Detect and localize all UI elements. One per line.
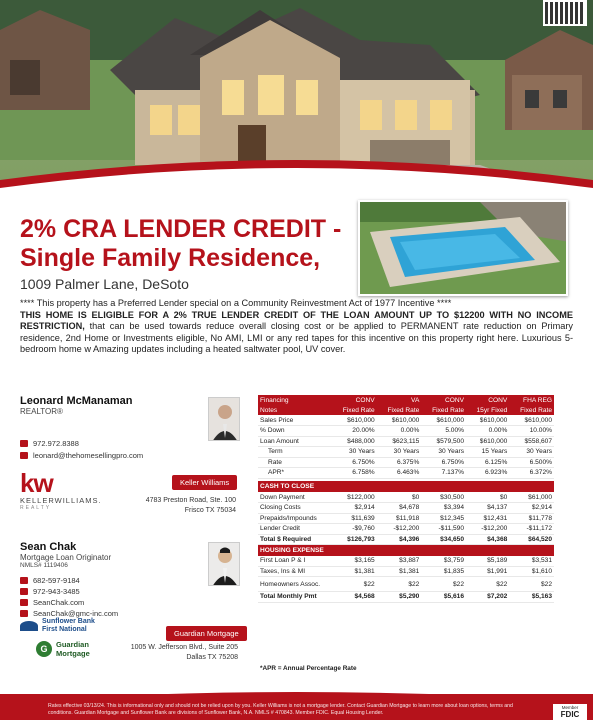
lender-role: Mortgage Loan Originator [20, 553, 112, 562]
desc-bold: THIS HOME IS ELIGIBLE FOR A 2% TRUE LENDER CREDIT OF THE LOAN AMOUNT UP TO $12200 WITH NO INCOME RESTRICTION, [20, 309, 573, 332]
email-icon [20, 452, 28, 459]
row-value: 10.00% [509, 426, 554, 437]
agent-role: REALTOR® [20, 407, 63, 416]
agent-phone-row[interactable] [20, 439, 143, 448]
brokerage-address-line2: Frisco TX 75034 [184, 507, 236, 514]
row-value: 7.137% [421, 468, 466, 479]
row-value: -$12,200 [466, 524, 509, 535]
row-label: Taxes, Ins & MI [258, 566, 332, 577]
sunflower-icon [20, 621, 38, 631]
agent-email-row[interactable] [20, 451, 143, 460]
row-value: $22 [332, 577, 377, 592]
lender-web: SeanChak.com [33, 598, 85, 607]
fdic-text: FDIC [560, 710, 580, 719]
table-row [258, 592, 554, 603]
row-value: $610,000 [377, 415, 422, 426]
row-label: Term [258, 447, 332, 458]
row-value: $610,000 [332, 415, 377, 426]
row-value: $2,914 [332, 503, 377, 514]
property-address: 1009 Palmer Lane, DeSoto [20, 276, 189, 292]
row-label: % Down [258, 426, 332, 437]
listing-description [20, 298, 573, 356]
bank-line1: Sunflower Bank [42, 618, 95, 625]
row-value: $22 [466, 577, 509, 592]
row-label: Total Monthly Pmt [258, 592, 332, 603]
row-value: $11,778 [509, 513, 554, 524]
row-label: First Loan P & I [258, 556, 332, 567]
guardian-g-icon: G [36, 641, 52, 657]
kw-mark: kw [20, 468, 53, 498]
table-row [258, 577, 554, 592]
row-label: Sales Price [258, 415, 332, 426]
kw-realty: REALTY [20, 505, 52, 511]
kw-wordmark: KELLERWILLIAMS. [20, 496, 102, 505]
section-title: HOUSING EXPENSE [258, 545, 554, 556]
lender-company-badge: Guardian Mortgage [166, 626, 247, 641]
row-value: $30,500 [421, 492, 466, 503]
row-value: $0 [466, 492, 509, 503]
fdic-badge [553, 704, 587, 720]
desc-intro: **** This property has a Preferred Lender special on a Community Reinvestment Act of 1977 Incentive **** [20, 298, 452, 308]
row-value: 6.750% [421, 457, 466, 468]
row-value: $34,650 [421, 534, 466, 545]
row-value: 15 Years [466, 447, 509, 458]
row-value: $12,431 [466, 513, 509, 524]
lender-address-line1: 1005 W. Jefferson Blvd., Suite 205 [130, 644, 238, 651]
phone-icon [20, 588, 28, 595]
gm-line2: Mortgage [56, 649, 90, 658]
row-value: $126,793 [332, 534, 377, 545]
table-header-cell: CONV [466, 395, 509, 405]
row-value: $64,520 [509, 534, 554, 545]
row-value: $610,000 [509, 415, 554, 426]
row-value: $4,678 [377, 503, 422, 514]
row-label: APR* [258, 468, 332, 479]
sunflower-bank-logo [20, 618, 95, 634]
row-value: $4,568 [332, 592, 377, 603]
agent-name: Leonard McManaman [20, 395, 133, 407]
brokerage-address-line1: 4783 Preston Road, Ste. 100 [145, 497, 236, 504]
lender-phone1: 682-597-9184 [33, 576, 80, 585]
row-value: $610,000 [466, 436, 509, 447]
guardian-mortgage-logo [36, 640, 90, 658]
row-value: -$11,590 [421, 524, 466, 535]
lender-email: SeanChak@gmc-inc.com [33, 609, 119, 618]
table-row [258, 524, 554, 535]
row-value: $22 [377, 577, 422, 592]
row-value: $579,500 [421, 436, 466, 447]
row-value: $5,616 [421, 592, 466, 603]
table-row [258, 436, 554, 447]
table-row [258, 415, 554, 426]
lender-office-address [110, 643, 238, 663]
row-label: Lender Credit [258, 524, 332, 535]
row-value: 6.375% [377, 457, 422, 468]
row-value: $488,000 [332, 436, 377, 447]
rate-comparison-table [258, 395, 554, 603]
row-value: $5,189 [466, 556, 509, 567]
table-header-cell: 15yr Fixed [466, 405, 509, 415]
table-row [258, 503, 554, 514]
fdic-member: Member [561, 705, 579, 710]
row-label: Total $ Required [258, 534, 332, 545]
table-header-cell: CONV [332, 395, 377, 405]
row-value: $12,345 [421, 513, 466, 524]
lender-nmls: NMLS# 1119406 [20, 562, 68, 569]
row-value: $1,991 [466, 566, 509, 577]
row-label: Loan Amount [258, 436, 332, 447]
row-value: $623,115 [377, 436, 422, 447]
table-header-cell: Fixed Rate [421, 405, 466, 415]
table-row [258, 566, 554, 577]
lender-phone2-row[interactable] [20, 587, 118, 596]
row-value: $1,835 [421, 566, 466, 577]
row-value: $3,531 [509, 556, 554, 567]
row-value: -$12,200 [377, 524, 422, 535]
section-housing-expense [258, 545, 554, 556]
brokerage-badge: Keller Williams [172, 475, 237, 490]
agent-avatar [208, 397, 240, 441]
row-value: $1,610 [509, 566, 554, 577]
title-line-2: Single Family Residence, [20, 244, 321, 272]
row-value: 30 Years [421, 447, 466, 458]
table-header-notes [258, 405, 554, 415]
row-value: 6.923% [466, 468, 509, 479]
row-value: 0.00% [377, 426, 422, 437]
row-value: $4,137 [466, 503, 509, 514]
globe-icon [20, 599, 28, 606]
row-label: Closing Costs [258, 503, 332, 514]
row-value: 20.00% [332, 426, 377, 437]
qr-code[interactable] [543, 0, 587, 26]
table-header-financing [258, 395, 554, 405]
row-value: $122,000 [332, 492, 377, 503]
table-row [258, 556, 554, 567]
row-value: $3,759 [421, 556, 466, 567]
row-label: Homeowners Assoc. [258, 577, 332, 592]
table-header-cell: FHA REG [509, 395, 554, 405]
row-value: -$9,760 [332, 524, 377, 535]
row-value: $3,165 [332, 556, 377, 567]
lender-web-row[interactable] [20, 598, 118, 607]
row-value: 6.500% [509, 457, 554, 468]
footer-disclaimer: Rates effective 03/13/24. This is informational only and should not be relied upon by you. Keller Williams is not a mortgage lender. Contact Guardian Mortgage to learn more about loan options, terms and conditions. Guardian Mortgage and Sunflower Bank are divisions of Sunflower Bank, N.A. NMLS # 470843. Member FDIC. Equal Housing Lender. [48, 703, 513, 716]
desc-main [20, 310, 573, 356]
phone-icon [20, 577, 28, 584]
table-row [258, 457, 554, 468]
lender-email-row[interactable] [20, 609, 118, 618]
row-value: 30 Years [509, 447, 554, 458]
table-row [258, 468, 554, 479]
table-row [258, 426, 554, 437]
row-value: $5,163 [509, 592, 554, 603]
row-value: $1,381 [332, 566, 377, 577]
agent-email: leonard@thehomesellingpro.com [33, 451, 144, 460]
row-value: $5,290 [377, 592, 422, 603]
row-value: $11,639 [332, 513, 377, 524]
agent-card [20, 395, 143, 460]
phone-icon [20, 440, 28, 447]
table-header-cell: Financing [258, 395, 332, 405]
lender-phone2: 972-943-3485 [33, 587, 80, 596]
brokerage-address [140, 496, 236, 516]
row-label: Rate [258, 457, 332, 468]
table-header-cell: CONV [421, 395, 466, 405]
row-value: 30 Years [332, 447, 377, 458]
agent-phone: 972.972.8388 [33, 439, 79, 448]
row-value: $11,918 [377, 513, 422, 524]
row-value: $4,396 [377, 534, 422, 545]
row-value: -$11,172 [509, 524, 554, 535]
row-value: $3,394 [421, 503, 466, 514]
table-row [258, 447, 554, 458]
gm-line1: Guardian [56, 640, 89, 649]
keller-williams-logo [20, 470, 102, 511]
row-value: 6.750% [332, 457, 377, 468]
row-label: Prepaids/Impounds [258, 513, 332, 524]
table-header-cell: Fixed Rate [332, 405, 377, 415]
row-value: 6.758% [332, 468, 377, 479]
lender-avatar [208, 542, 240, 586]
pool-photo [358, 200, 568, 296]
listing-title [20, 215, 350, 273]
row-value: $1,381 [377, 566, 422, 577]
row-value: 6.125% [466, 457, 509, 468]
row-value: 30 Years [377, 447, 422, 458]
lender-card [20, 541, 118, 618]
row-label: Down Payment [258, 492, 332, 503]
row-value: $2,914 [509, 503, 554, 514]
row-value: $22 [421, 577, 466, 592]
bank-line2: First National [42, 626, 87, 633]
row-value: $61,000 [509, 492, 554, 503]
row-value: 0.00% [466, 426, 509, 437]
row-value: $4,368 [466, 534, 509, 545]
table-header-cell: Fixed Rate [377, 405, 422, 415]
row-value: $610,000 [466, 415, 509, 426]
row-value: $22 [509, 577, 554, 592]
section-cash-to-close [258, 481, 554, 492]
lender-name: Sean Chak [20, 541, 77, 553]
lender-address-line2: Dallas TX 75208 [186, 654, 238, 661]
section-title: CASH TO CLOSE [258, 481, 554, 492]
table-header-cell: Fixed Rate [509, 405, 554, 415]
apr-note: *APR = Annual Percentage Rate [260, 665, 357, 672]
table-header-cell: Notes [258, 405, 332, 415]
table-row [258, 513, 554, 524]
row-value: $3,887 [377, 556, 422, 567]
row-value: 5.00% [421, 426, 466, 437]
row-value: $7,202 [466, 592, 509, 603]
row-value: 6.463% [377, 468, 422, 479]
table-row [258, 534, 554, 545]
row-value: $558,607 [509, 436, 554, 447]
row-value: $0 [377, 492, 422, 503]
lender-phone1-row[interactable] [20, 576, 118, 585]
title-line-1: 2% CRA LENDER CREDIT - [20, 215, 342, 243]
table-row [258, 492, 554, 503]
row-value: 6.372% [509, 468, 554, 479]
email-icon [20, 610, 28, 617]
row-value: $610,000 [421, 415, 466, 426]
table-header-cell: VA [377, 395, 422, 405]
desc-body: that can be used towards reduce overall closing cost or be applied to PERMANENT rate reduction on Primary residence, 2nd Home or Investments eligible, No AMI, LMI or any red tapes for this incentive on this property right here. Luxurious 5-bedroom home w Amazing updates including a heated saltwater pool, UV cover. [20, 321, 573, 355]
